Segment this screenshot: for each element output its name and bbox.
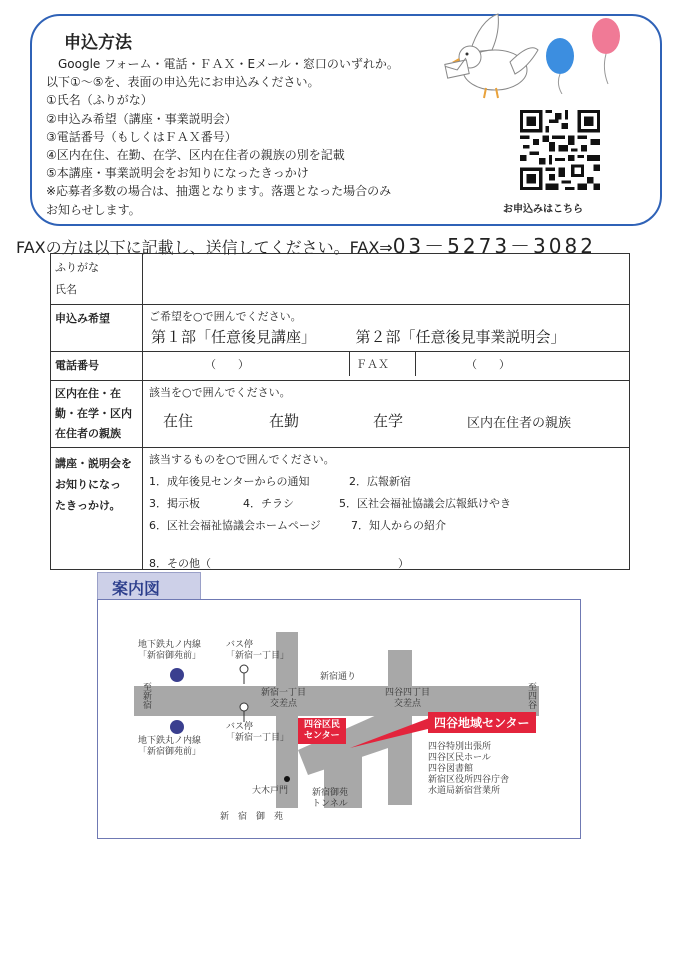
residence-field bbox=[143, 381, 630, 448]
apply-line: Google フォーム・電話・ＦＡＸ・Eメール・窓口のいずれか。 bbox=[46, 57, 399, 71]
residence-option-study[interactable]: 在学 bbox=[373, 412, 404, 430]
residence-label bbox=[51, 381, 143, 448]
source-option-3[interactable]: 3．掲示板 bbox=[149, 497, 200, 510]
fax-label: ＦＡＸ bbox=[350, 352, 416, 376]
ookido-gate-label: 大木戸門 bbox=[252, 786, 289, 796]
name-field[interactable] bbox=[143, 254, 630, 305]
to-yotsuya-label: 至四谷 bbox=[526, 682, 536, 709]
residence-option-work[interactable]: 在勤 bbox=[269, 412, 300, 430]
wish-label: 申込み希望 bbox=[51, 305, 143, 352]
bus-stop-station: 「新宿一丁目」 bbox=[226, 733, 290, 743]
facility-item: 新宿区役所四谷庁舎 bbox=[428, 775, 510, 785]
residence-label-line: 勤・在学・区内 bbox=[55, 407, 132, 420]
facility-list bbox=[428, 742, 509, 797]
apply-line: 以下①～⑤を、表面の申込先にお申込みください。 bbox=[46, 75, 320, 90]
balloons-icon bbox=[538, 14, 628, 94]
yotsuya-area-center-marker: 四谷地域センター bbox=[428, 712, 536, 733]
phone-fax-row bbox=[143, 352, 630, 381]
crossing-suffix: 交差点 bbox=[270, 699, 298, 709]
source-option-6[interactable]: 6．区社会福祉協議会ホームページ bbox=[149, 519, 321, 532]
qr-caption: お申込みはこちら bbox=[503, 204, 583, 215]
residence-option-relative[interactable]: 区内在住者の親族 bbox=[467, 416, 572, 431]
apply-line: ③電話番号（もしくはＦＡＸ番号） bbox=[46, 129, 237, 144]
fax-area-paren: （ ） bbox=[466, 358, 510, 371]
subway-label-top bbox=[138, 640, 201, 662]
subway-station-bottom-icon bbox=[170, 720, 184, 734]
bus-stop-label-bottom bbox=[226, 722, 289, 744]
wish-field[interactable] bbox=[143, 305, 630, 352]
apply-line: お知らせします。 bbox=[46, 202, 141, 217]
phone-label: 電話番号 bbox=[51, 352, 143, 381]
shinjuku-gyoen-label: 新 宿 御 苑 bbox=[220, 812, 284, 822]
map-title: 案内図 bbox=[97, 572, 201, 600]
residence-option-live[interactable]: 在住 bbox=[163, 412, 194, 430]
residence-label-line: 区内在住・在 bbox=[55, 387, 121, 400]
facility-item: 四谷特別出張所 bbox=[428, 742, 492, 752]
dove-with-letter-icon bbox=[440, 12, 540, 102]
source-label-line: 講座・説明会を bbox=[55, 457, 132, 470]
phone-area-paren: （ ） bbox=[205, 358, 249, 371]
crossing-name: 新宿一丁目 bbox=[261, 688, 307, 698]
to-shinjuku-label: 至新宿 bbox=[141, 682, 151, 709]
fax-number: 03－5273－3082 bbox=[392, 234, 596, 258]
furigana-label: ふりがな bbox=[55, 261, 99, 274]
yotsuya-civic-center-marker bbox=[298, 718, 346, 744]
apply-line: ⑤本講座・事業説明会をお知りになったきっかけ bbox=[46, 166, 309, 181]
bus-stop-top-icon bbox=[238, 664, 250, 684]
apply-line: ④区内在住、在勤、在学、区内在住者の親族の別を記載 bbox=[46, 148, 345, 163]
source-option-7[interactable]: 7．知人からの紹介 bbox=[351, 519, 446, 532]
source-option-4[interactable]: 4．チラシ bbox=[243, 497, 294, 510]
fax-instruction-text: FAXの方は以下に記載し、送信してください。FAX⇒ bbox=[16, 238, 393, 257]
civic-center-suffix: センター bbox=[304, 731, 340, 741]
fax-field[interactable] bbox=[416, 352, 629, 376]
civic-center-name: 四谷区民 bbox=[304, 720, 341, 730]
residence-hint: 該当を○で囲んでください。 bbox=[149, 386, 291, 399]
application-method-title: 申込方法 bbox=[64, 33, 132, 53]
shinjuku-dori-label: 新宿通り bbox=[320, 672, 357, 682]
application-method-text bbox=[46, 55, 399, 219]
yotsuya-4chome-crossing-label bbox=[385, 688, 430, 710]
shinjuku-1chome-crossing-label bbox=[261, 688, 306, 710]
residence-label-line: 在住者の親族 bbox=[55, 427, 121, 440]
facility-item: 四谷図書館 bbox=[428, 764, 474, 774]
tunnel-name: 新宿御苑 bbox=[312, 788, 349, 798]
apply-line: ①氏名（ふりがな） bbox=[46, 93, 153, 108]
facility-item: 水道局新宿営業所 bbox=[428, 786, 501, 796]
qr-code[interactable] bbox=[520, 110, 600, 190]
phone-field[interactable] bbox=[143, 352, 350, 376]
gyoen-tunnel-label bbox=[312, 788, 348, 810]
subway-line-name: 地下鉄丸ノ内線 bbox=[138, 640, 202, 650]
wish-option-1[interactable]: 第１部「任意後見講座」 bbox=[151, 328, 317, 346]
tunnel-suffix: トンネル bbox=[312, 799, 348, 809]
subway-station-name: 「新宿御苑前」 bbox=[138, 747, 202, 757]
red-pointer-wedge bbox=[350, 712, 440, 748]
fax-application-form bbox=[50, 253, 630, 570]
crossing-name: 四谷四丁目 bbox=[385, 688, 431, 698]
ookido-gate-icon bbox=[284, 776, 290, 782]
wish-option-2[interactable]: 第２部「任意後見事業説明会」 bbox=[355, 328, 566, 346]
apply-line: ②申込み希望（講座・事業説明会） bbox=[46, 111, 237, 126]
source-label-line: たきっかけ。 bbox=[55, 499, 121, 512]
source-option-5[interactable]: 5．区社会福祉協議会広報紙けやき bbox=[339, 497, 511, 510]
subway-line-name: 地下鉄丸ノ内線 bbox=[138, 736, 202, 746]
subway-label-bottom bbox=[138, 736, 201, 758]
wish-hint: ご希望を○で囲んでください。 bbox=[149, 310, 302, 323]
source-option-2[interactable]: 2．広報新宿 bbox=[349, 475, 411, 488]
crossing-suffix: 交差点 bbox=[394, 699, 422, 709]
bus-stop-name: バス停 bbox=[226, 722, 254, 732]
bus-stop-name: バス停 bbox=[226, 640, 254, 650]
source-hint: 該当するものを○で囲んでください。 bbox=[149, 453, 335, 466]
facility-item: 四谷区民ホール bbox=[428, 753, 491, 763]
bus-stop-label-top bbox=[226, 640, 289, 662]
source-field bbox=[143, 448, 630, 570]
name-label-cell bbox=[51, 254, 143, 305]
subway-station-name: 「新宿御苑前」 bbox=[138, 651, 202, 661]
source-label bbox=[51, 448, 143, 570]
source-option-1[interactable]: 1．成年後見センターからの通知 bbox=[149, 475, 310, 488]
bus-stop-station: 「新宿一丁目」 bbox=[226, 651, 290, 661]
apply-line: ※応募者多数の場合は、抽選となります。落選となった場合のみ bbox=[46, 184, 392, 199]
source-label-line: お知りになっ bbox=[55, 478, 121, 491]
name-label: 氏名 bbox=[55, 283, 77, 296]
access-map bbox=[97, 599, 581, 839]
source-option-other[interactable]: 8．その他（ ） bbox=[149, 557, 409, 570]
bus-stop-bottom-icon bbox=[238, 702, 250, 722]
subway-station-top-icon bbox=[170, 668, 184, 682]
